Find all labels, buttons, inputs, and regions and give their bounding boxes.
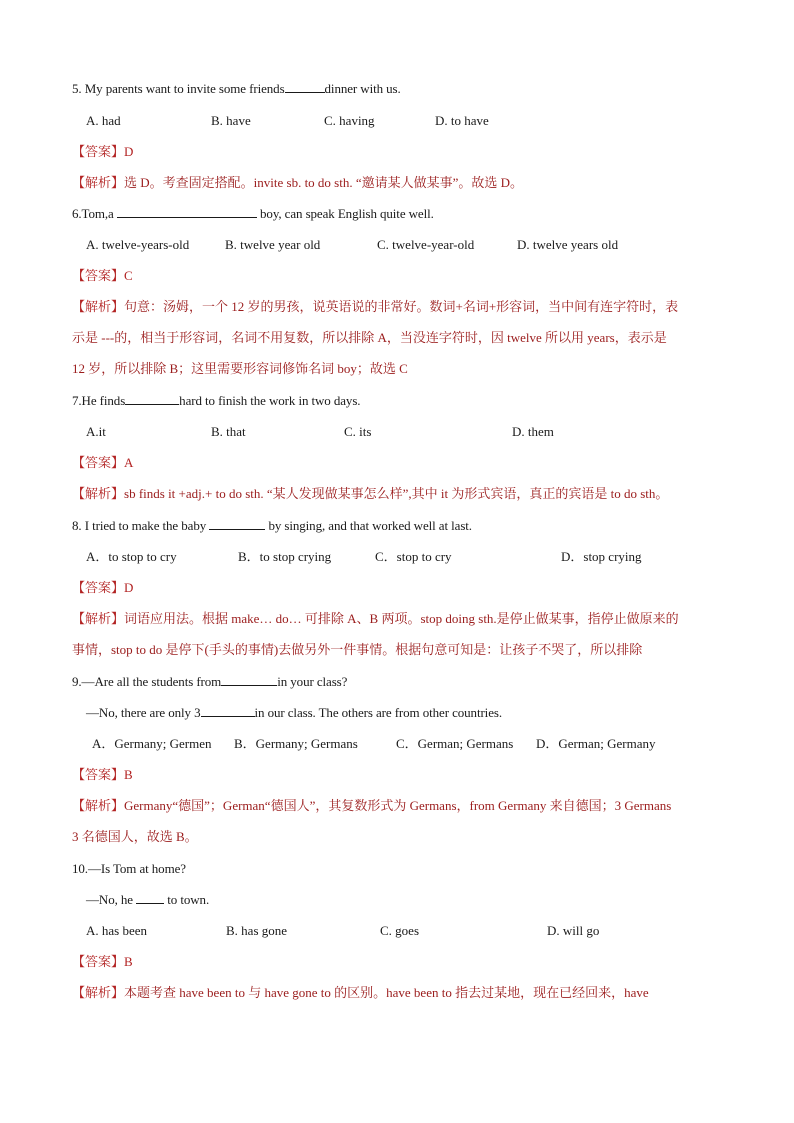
question-9-reply: —No, there are only 3 in our class. The others are from other countries. (86, 705, 502, 720)
option-c: C．German; Germans (396, 736, 514, 751)
question-10-reply: —No, he to town. (86, 892, 210, 907)
analysis-line: 3 名德国人，故选 B。 (72, 829, 198, 844)
option-b: B. has gone (226, 923, 288, 938)
option-c: C. having (324, 113, 375, 128)
question-6: 6.Tom,a boy, can speak English quite well. (72, 206, 434, 221)
option-a: A. had (86, 113, 121, 128)
answer-line: 【答案】D (72, 144, 134, 159)
option-c: C. its (344, 424, 372, 439)
option-b: B. have (211, 113, 251, 128)
answer-line: 【答案】C (72, 268, 133, 283)
answer-line: 【答案】D (72, 580, 134, 595)
question-10: 10.—Is Tom at home? (72, 861, 186, 876)
answer-blank (136, 891, 164, 904)
option-d: D. will go (547, 923, 600, 938)
answer-blank (117, 205, 257, 218)
answer-blank (209, 517, 265, 530)
option-b: B. twelve year old (225, 237, 321, 252)
analysis-line: 【解析】选 D。考查固定搭配。invite sb. to do sth. “邀请某人做某事”。故选 D。 (72, 175, 524, 190)
option-d: D. to have (435, 113, 489, 128)
analysis-line: 【解析】本题考查 have been to 与 have gone to 的区别。have been to 指去过某地，现在已经回来，have (72, 985, 649, 1000)
option-c: C．stop to cry (375, 549, 452, 564)
option-b: B．Germany; Germans (234, 736, 358, 751)
option-b: B．to stop crying (238, 549, 332, 564)
answer-line: 【答案】B (72, 954, 133, 969)
analysis-line: 12 岁，所以排除 B；这里需要形容词修饰名词 boy；故选 C (72, 361, 408, 376)
answer-blank (285, 80, 325, 93)
option-a: A. twelve-years-old (86, 237, 190, 252)
option-a: A．Germany; Germen (92, 736, 212, 751)
option-d: D．stop crying (561, 549, 642, 564)
analysis-line: 【解析】词语应用法。根据 make… do… 可排除 A、B 两项。stop doing sth.是停止做某事，指停止做原来的 (72, 611, 679, 626)
question-8: 8. I tried to make the baby by singing, and that worked well at last. (72, 518, 472, 533)
analysis-line: 【解析】句意：汤姆，一个 12 岁的男孩，说英语说的非常好。数词+名词+形容词，当中间有连字符时，表 (72, 299, 679, 314)
option-d: D. them (512, 424, 554, 439)
option-a: A. has been (86, 923, 148, 938)
analysis-line: 示是 ---的，相当于形容词，名词不用复数，所以排除 A，当没连字符时，因 twelve 所以用 years，表示是 (72, 330, 667, 345)
question-5: 5. My parents want to invite some friends dinner with us. (72, 81, 401, 96)
question-7: 7.He finds hard to finish the work in two days. (72, 393, 361, 408)
option-d: D．German; Germany (536, 736, 656, 751)
option-a: A．to stop to cry (86, 549, 177, 564)
answer-blank (125, 392, 179, 405)
question-9: 9.—Are all the students from in your class? (72, 674, 348, 689)
option-d: D. twelve years old (517, 237, 619, 252)
answer-blank (201, 704, 255, 717)
answer-line: 【答案】B (72, 767, 133, 782)
analysis-line: 事情，stop to do 是停下(手头的事情)去做另外一件事情。根据句意可知是：让孩子不哭了，所以排除 (72, 642, 643, 657)
option-b: B. that (211, 424, 246, 439)
option-a: A.it (86, 424, 106, 439)
analysis-line: 【解析】sb finds it +adj.+ to do sth. “某人发现做某事怎么样”,其中 it 为形式宾语，真正的宾语是 to do sth。 (72, 486, 669, 501)
option-c: C. twelve-year-old (377, 237, 475, 252)
analysis-line: 【解析】Germany“德国”；German“德国人”，其复数形式为 Germans，from Germany 来自德国；3 Germans (72, 798, 672, 813)
option-c: C. goes (380, 923, 419, 938)
answer-line: 【答案】A (72, 455, 134, 470)
answer-blank (221, 673, 277, 686)
